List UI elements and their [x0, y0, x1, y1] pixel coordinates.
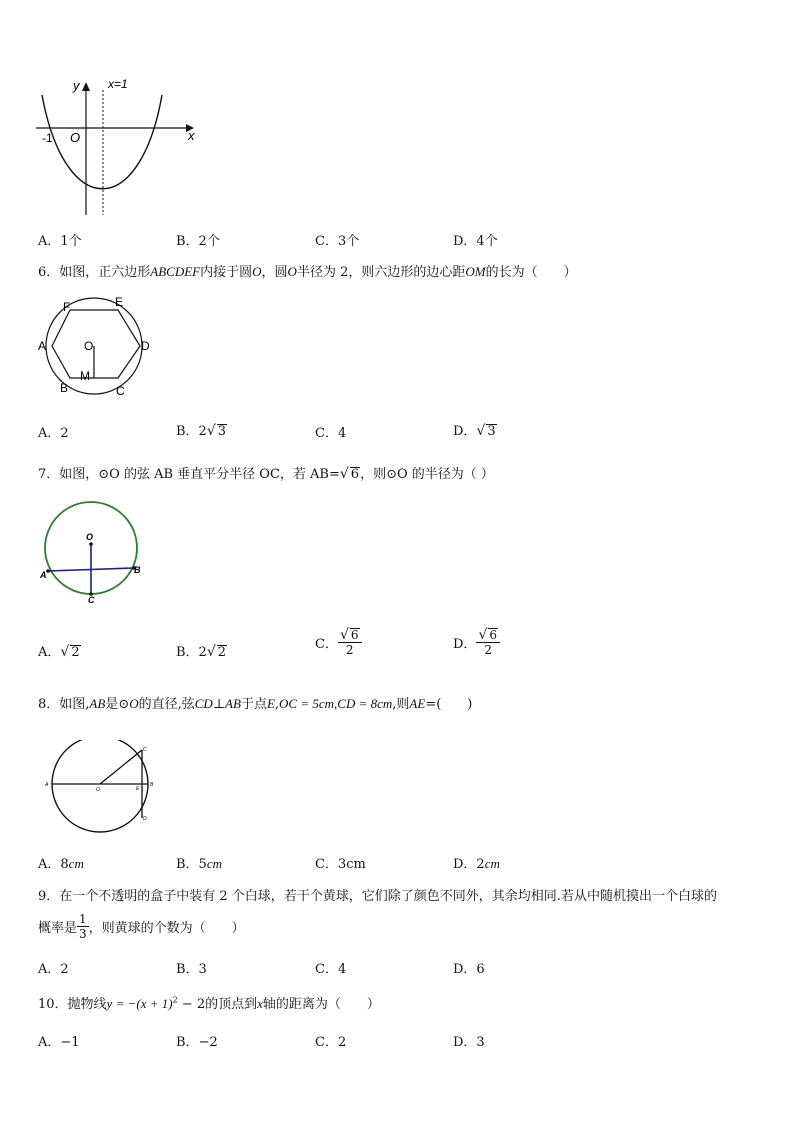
- hexagon: [52, 310, 140, 378]
- q5-option-c[interactable]: C．3个: [315, 234, 360, 249]
- question-8: 8．如图,AB是⊙O的直径,弦CD⊥AB于点E,OC = 5cm,CD = 8cm,则AE=( ): [38, 696, 473, 712]
- minus-one-label: -1: [42, 131, 53, 145]
- point-b-label: B: [134, 565, 141, 575]
- point-f-label: F: [63, 300, 71, 314]
- q5-option-a[interactable]: A．1个: [38, 234, 82, 249]
- x-label: x: [188, 128, 195, 143]
- point-a-label: A: [45, 782, 49, 788]
- radius-oc: [100, 750, 142, 784]
- q7-option-a[interactable]: A．√ 2: [38, 644, 80, 660]
- q10-option-b[interactable]: B．−2: [176, 1035, 218, 1050]
- question-7: 7．如图，⊙O 的弦 AB 垂直平分半径 OC，若 AB=√ 6，则⊙O 的半径为（ ）: [38, 466, 494, 482]
- point-c-label: C: [116, 384, 125, 398]
- point-o-label: O: [84, 339, 94, 353]
- question-9-line-1: 9．在一个不透明的盒子中装有 2 个白球，若干个黄球，它们除了颜色不同外，其余均相同.若从中随机摸出一个白球的: [38, 889, 717, 904]
- point-e-label: E: [115, 295, 124, 309]
- q7-option-b[interactable]: B．2√ 2: [176, 644, 227, 660]
- q9-option-c[interactable]: C．4: [315, 962, 347, 977]
- q9-option-b[interactable]: B．3: [176, 962, 207, 977]
- circle-o: [52, 740, 148, 832]
- q10-option-d[interactable]: D．3: [453, 1035, 485, 1050]
- q10-option-c[interactable]: C．2: [315, 1035, 347, 1050]
- q8-option-a[interactable]: A．8cm: [38, 856, 84, 872]
- hexagon-figure: [34, 292, 164, 404]
- point-o-label: O: [96, 787, 100, 793]
- circle-chord-figure: [38, 498, 150, 606]
- point-d-label: D: [141, 339, 150, 353]
- q5-option-d[interactable]: D．4个: [453, 234, 498, 249]
- q6-option-c[interactable]: C．4: [315, 426, 347, 441]
- q9-option-a[interactable]: A．2: [38, 962, 69, 977]
- parabola-curve: [42, 95, 162, 189]
- question-6: 6．如图，正六边形ABCDEF内接于圆O，圆O半径为 2，则六边形的边心距OM的长为（ ）: [38, 264, 577, 280]
- q6-option-b[interactable]: B．2√ 3: [176, 423, 227, 439]
- q7-option-c[interactable]: C． $\frac{√ 6}{2}$: [315, 628, 362, 657]
- question-10: 10．抛物线$y = -(x + 1)^2 - 2$的顶点到x轴的距离为（ ）: [38, 995, 380, 1012]
- q7-option-d[interactable]: D． $\frac{√ 6}{2}$: [453, 628, 500, 657]
- point-o-label: O: [86, 532, 94, 542]
- point-b-label: B: [60, 381, 69, 395]
- q8-option-b[interactable]: B．5cm: [176, 856, 222, 872]
- q10-option-a[interactable]: A．−1: [38, 1035, 80, 1050]
- question-9-line-2: 概率是 $\frac{1}{3}$ ，则黄球的个数为（ ）: [38, 912, 245, 941]
- q8-option-d[interactable]: D．2cm: [453, 856, 500, 872]
- q6-option-d[interactable]: D．√ 3: [453, 423, 496, 439]
- origin-label: O: [70, 130, 81, 145]
- q5-option-b[interactable]: B．2个: [176, 234, 220, 249]
- q8-option-c[interactable]: C．3cm: [315, 857, 366, 872]
- point-c-label: C: [143, 747, 147, 753]
- y-label: y: [73, 78, 80, 93]
- point-e-label: E: [136, 786, 140, 792]
- point-d-label: D: [143, 816, 147, 822]
- parabola-figure: [30, 70, 205, 220]
- point-m-label: M: [80, 369, 90, 383]
- q6-option-a[interactable]: A．2: [38, 426, 69, 441]
- point-a-label: A: [38, 339, 47, 353]
- q9-option-d[interactable]: D．6: [453, 962, 485, 977]
- point-b-label: B: [150, 782, 154, 788]
- point-a-label: A: [40, 570, 47, 580]
- x1-label: x=1: [108, 77, 128, 91]
- point-c-label: C: [88, 595, 95, 605]
- diameter-chord-figure: [40, 740, 160, 836]
